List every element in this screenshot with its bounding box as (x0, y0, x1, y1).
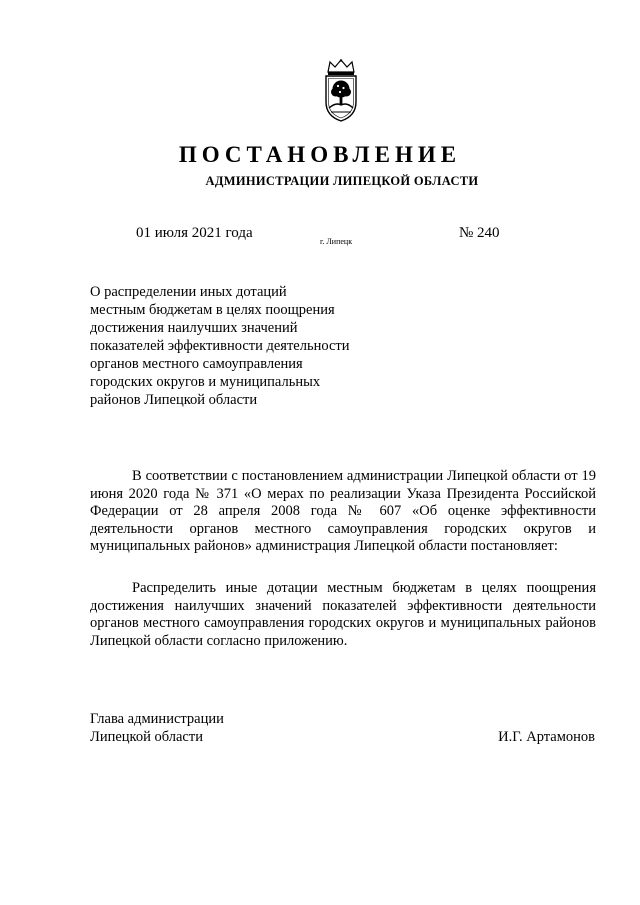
signatory-position (90, 710, 224, 746)
body-paragraph-1: В соответствии с постановлением администрации Липецкой области от 19 июня 2020 года № 371 «О мерах по реализации Указа Президента Российской Федерации от 28 апреля 2008 года № 607 «Об оценке эффективности деятельности органов местного самоуправления городских округов и муниципальных районов» администрация Липецкой области постановляет: (90, 468, 596, 554)
signatory-name: И.Г. Артамонов (498, 729, 595, 745)
signatory-position-line: Липецкой области (90, 729, 203, 745)
body-paragraph-2: Распределить иные дотации местным бюджетам в целях поощрения достижения наилучших значений показателей эффективности деятельности органов местного самоуправления городских округов и муниципальных районов Липецкой области согласно приложению. (90, 580, 596, 649)
coat-of-arms-icon (316, 58, 366, 124)
subject-line: достижения наилучших значений (90, 320, 298, 336)
subject-line: городских округов и муниципальных (90, 374, 321, 390)
document-number: № 240 (459, 225, 500, 241)
document-city: г. Липецк (320, 237, 353, 246)
subject-line: местным бюджетам в целях поощрения (90, 302, 335, 318)
document-subject (90, 283, 380, 409)
subject-line: органов местного самоуправления (90, 356, 303, 372)
subject-line: районов Липецкой области (90, 392, 258, 408)
document-title: ПОСТАНОВЛЕНИЕ (178, 142, 462, 167)
signatory-position-line: Глава администрации (90, 711, 224, 727)
document-date: 01 июля 2021 года (136, 225, 253, 241)
subject-line: О распределении иных дотаций (90, 284, 287, 300)
issuing-authority: АДМИНИСТРАЦИИ ЛИПЕЦКОЙ ОБЛАСТИ (205, 174, 479, 188)
subject-line: показателей эффективности деятельности (90, 338, 350, 354)
